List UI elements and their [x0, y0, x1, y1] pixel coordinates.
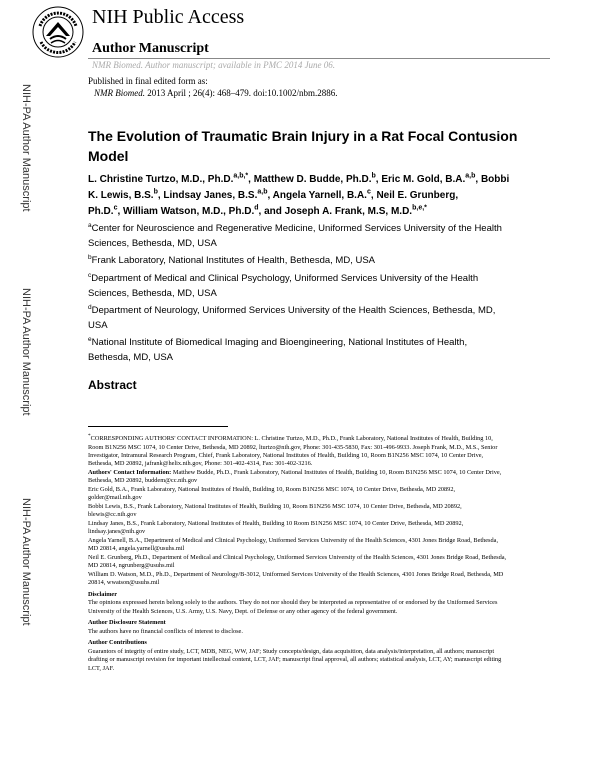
contact-heading-line [88, 469, 508, 486]
side-label-middle: NIH-PA Author Manuscript [20, 288, 32, 416]
author-name: Matthew D. Budde, Ph.D. [253, 174, 372, 185]
abstract-heading: Abstract [88, 378, 137, 392]
affiliation-marker: e [88, 335, 92, 343]
author-separator: , [370, 190, 377, 201]
affiliation-text: Department of Medical and Clinical Psychology, Uniformed Services University of the Health Sciences, Bethesda, MD, USA [88, 273, 479, 299]
author-affiliation-marker: d [254, 204, 259, 212]
contact-line: Bobbi Lewis, B.S., Frank Laboratory, National Institutes of Health, Building 10, Room B1N256 MSC 1074, 10 Center Drive, Bethesda, MD 20892, blewis@cc.nih.gov [88, 502, 462, 519]
contact-line: William D. Watson, M.D., Ph.D., Department of Neurology/B-3012, Uniformed Services University of the Health Sciences, 4301 Jones Bridge Road, Bethesda, MD 20814, wwatson@usuhs.mil [88, 570, 504, 587]
corresponding-text: CORRESPONDING AUTHORS' CONTACT INFORMATION: L. Christine Turtzo, M.D., Ph.D., Frank Laboratory, National Institutes of Health, Building 10, Room B1N256 MSC 1074, 10 Center Drive, Bethesda, MD 20892, lturtzo@nih.gov, Phone: 301-435-5830, Fax: 301-496-9933. Joseph Frank, M.D., M.S., Senior Investigator, Intramural Research Program, Chief, Frank Laboratory, National Institutes of Health, Building 10, Room B1N256 MSC 1074, 10 Center Drive, Bethesda, MD 20892, jafrank@helix.nih.gov, Phone: 301-402-4314, Fax: 301-402-3216. [88, 435, 498, 468]
header-title: NIH Public Access [92, 6, 245, 28]
contact-line: Matthew Budde, Ph.D., Frank Laboratory, National Institutes of Health, Building 10, Room B1N256 MSC 1074, 10 Center Drive, Bethesda, MD 20892, buddem@cc.nih.gov [88, 468, 502, 485]
publication-info [88, 75, 338, 99]
author-separator: , [475, 174, 481, 185]
affiliation-marker: c [88, 271, 92, 279]
author-affiliation-marker: a,b [465, 172, 476, 180]
author-name: L. Christine Turtzo, M.D., Ph.D. [88, 174, 234, 185]
side-label-top: NIH-PA Author Manuscript [20, 84, 32, 212]
affiliation-text: Department of Neurology, Uniformed Services University of the Health Sciences, Bethesda, MD, USA [88, 305, 496, 331]
citation-details: 2013 April ; 26(4): 468–479. doi:10.1002/nbm.2886. [147, 88, 338, 98]
affiliation [88, 335, 508, 365]
corresponding-marker: * [88, 433, 91, 439]
author-name: Neil E. Grunberg, Ph.D. [88, 190, 459, 217]
author-affiliation-marker: a,b [257, 188, 268, 196]
author-separator: , [267, 190, 273, 201]
disclosure-heading: Author Disclosure Statement [88, 619, 166, 627]
affiliation-marker: d [88, 303, 92, 311]
header-divider [88, 58, 550, 59]
affiliation-text: National Institute of Biomedical Imaging and Bioengineering, National Institutes of Health, Bethesda, MD, USA [88, 337, 468, 363]
author-separator: , [157, 190, 164, 201]
contributions-text: Guarantors of integrity of entire study, LCT, MDB, NEG, WW, JAF; Study concepts/design, data acquisition, data analysis/interpretation, all authors; manuscript drafting or manuscript revision for important intellectual content, LCT, JAF; manuscript final approval, all authors; statistical analysis, LCT, AY; manuscript editing LCT, JAF. [88, 647, 502, 672]
affiliation [88, 221, 508, 251]
author-affiliation-marker: c [366, 188, 371, 196]
article-title: The Evolution of Traumatic Brain Injury in a Rat Focal Contusion Model [88, 128, 518, 164]
author-affiliation-marker: a,b,* [233, 172, 249, 180]
author-name: Angela Yarnell, B.A. [272, 190, 367, 201]
contact-line: Eric Gold, B.A., Frank Laboratory, National Institutes of Health, Building 10, Room B1N256 MSC 1074, 10 Center Drive, Bethesda, MD 20892, golder@mail.nih.gov [88, 485, 456, 502]
contact-line: Lindsay Janes, B.S., Frank Laboratory, National Institutes of Health, Building 10 Room B1N256 MSC 1074, 10 Center Drive, Bethesda, MD 20892, lindsay.janes@nih.gov [88, 519, 464, 536]
footnote-rule [88, 426, 228, 427]
contact-heading: Authors' Contact Information: [88, 468, 172, 476]
author-separator: , [375, 174, 382, 185]
affiliation [88, 303, 508, 333]
affiliation-text: Center for Neuroscience and Regenerative Medicine, Uniformed Services University of the Health Sciences, Bethesda, MD, USA [88, 223, 502, 249]
affiliation-marker: b [88, 253, 92, 261]
disclaimer-heading: Disclaimer [88, 590, 118, 598]
contact-line: Neil E. Grunberg, Ph.D., Department of Medical and Clinical Psychology, Uniformed Services University of the Health Sciences, 4301 Jones Bridge Road, Bethesda, MD 20814, ngrunberg@usuhs.mil [88, 553, 507, 570]
author-name: Joseph A. Frank, M.S, M.D. [284, 206, 413, 217]
affiliation-marker: a [88, 221, 92, 229]
affiliation-text: Frank Laboratory, National Institutes of Health, Bethesda, MD, USA [91, 255, 376, 266]
disclaimer-text: The opinions expressed herein belong solely to the authors. They do not nor should they be interpreted as representative of or endorsed by the Uniformed Services University of the Health Sciences, U.S. Army, U.S. Navy, Dept. of Defense or any other agency of the federal government. [88, 599, 498, 615]
author-separator: , and [258, 206, 285, 217]
header-subtitle: Author Manuscript [92, 41, 209, 56]
journal-name: NMR Biomed. [94, 88, 145, 98]
author-separator: , [248, 174, 254, 185]
contact-line: Angela Yarnell, B.A., Department of Medical and Clinical Psychology, Uniformed Services University of the Health Sciences, 4301 Jones Bridge Road, Bethesda, MD 20814, angela.yarnell@usuhs.mil [88, 536, 499, 553]
author-name: William Watson, M.D., Ph.D. [123, 206, 255, 217]
nih-seal-icon [32, 6, 84, 58]
author-name: Bobbi K. Lewis, B.S. [88, 174, 510, 201]
affiliation [88, 271, 508, 301]
corresponding-author-note [88, 432, 508, 469]
affiliation [88, 253, 508, 268]
disclosure-text: The authors have no financial conflicts of interest to disclose. [88, 627, 243, 635]
footnotes [88, 432, 508, 673]
nih-logo [32, 6, 84, 58]
author-list [88, 172, 516, 220]
contributions-heading: Author Contributions [88, 639, 147, 647]
author-separator: , [117, 206, 124, 217]
header-availability: NMR Biomed. Author manuscript; available in PMC 2014 June 06. [92, 60, 336, 70]
author-affiliation-marker: c [113, 204, 118, 212]
citation [88, 87, 338, 99]
author-name: Lindsay Janes, B.S. [163, 190, 258, 201]
side-label-bottom: NIH-PA Author Manuscript [20, 498, 32, 626]
author-name: Eric M. Gold, B.A. [381, 174, 466, 185]
author-affiliation-marker: b [153, 188, 158, 196]
author-affiliation-marker: b [371, 172, 376, 180]
published-in-label: Published in final edited form as: [88, 76, 208, 86]
author-affiliation-marker: b,e,* [412, 204, 427, 212]
